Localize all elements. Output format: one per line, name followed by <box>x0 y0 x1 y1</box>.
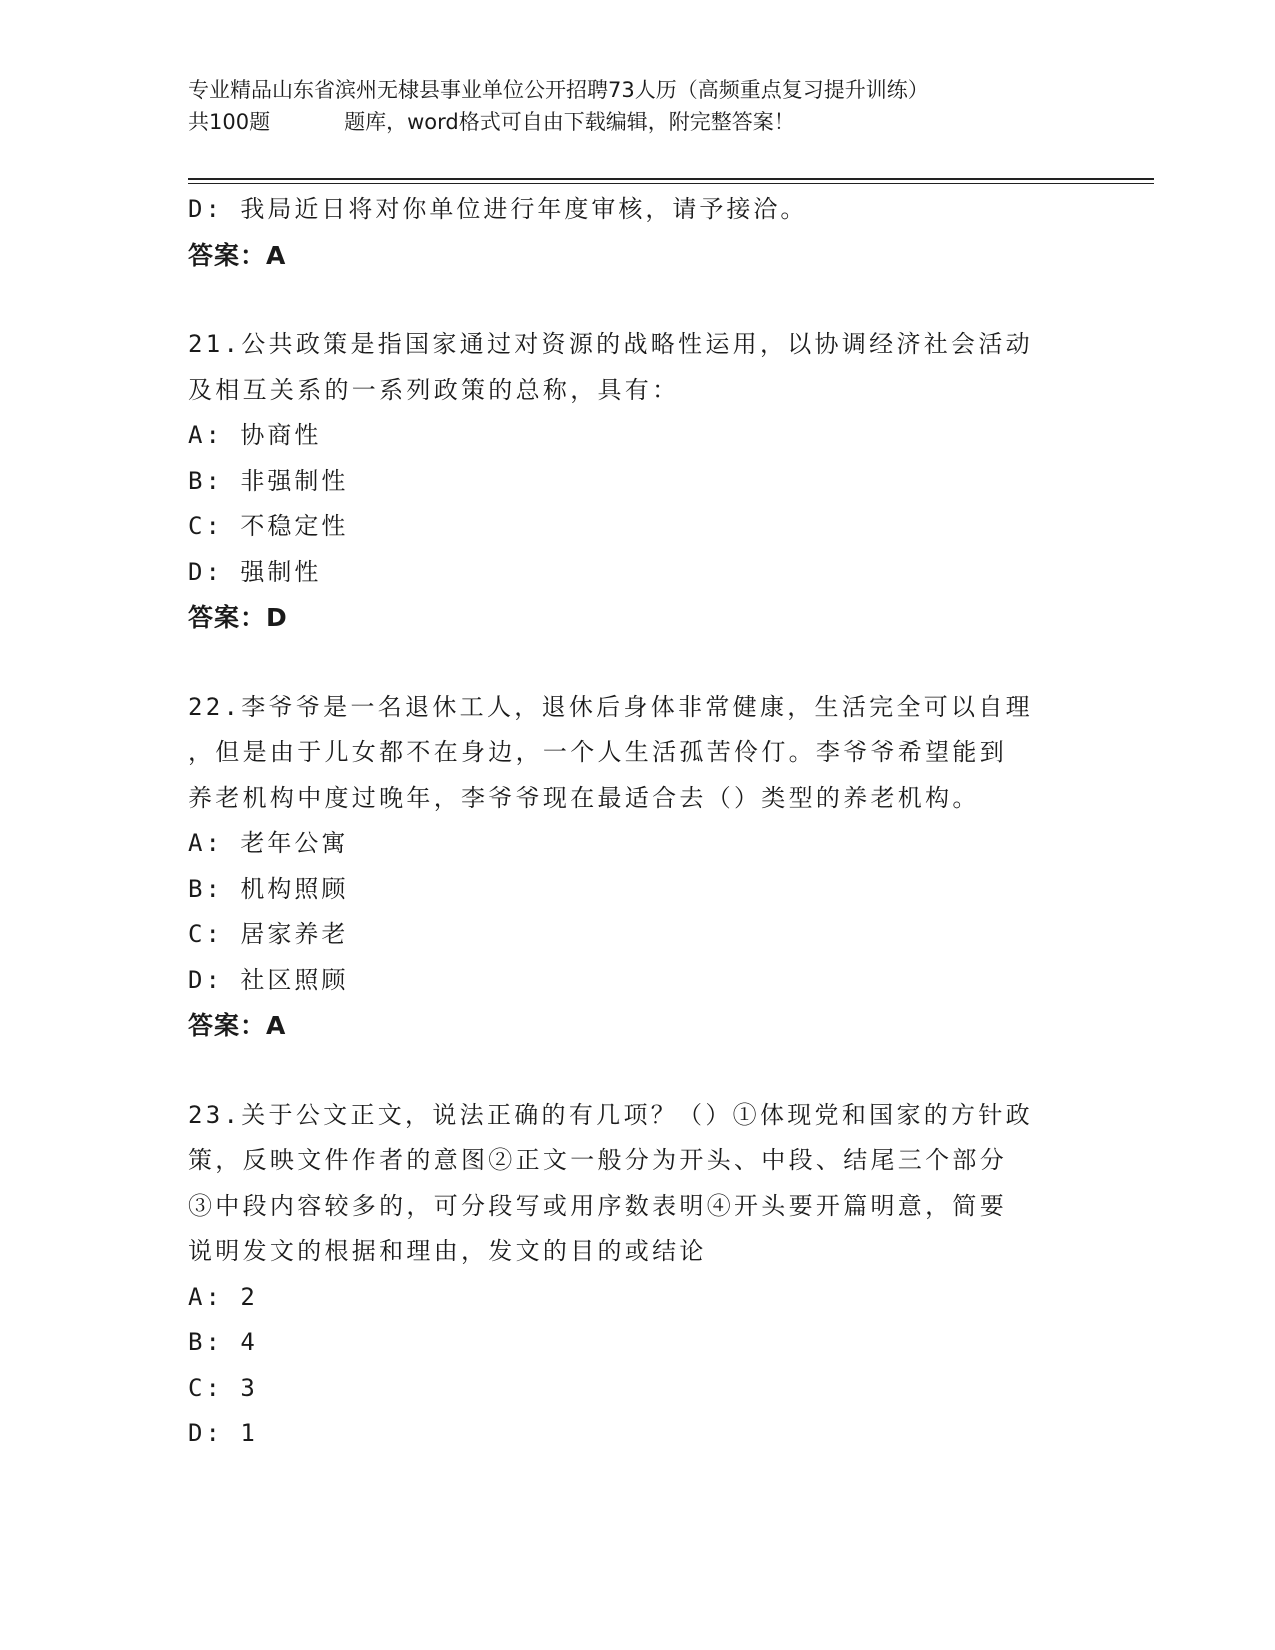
stem-line: 说明发文的根据和理由，发文的目的或结论 <box>188 1237 707 1265</box>
stem-line: 策，反映文件作者的意图②正文一般分为开头、中段、结尾三个部分 <box>188 1146 1007 1174</box>
option-d: D: 强制性 <box>188 557 322 586</box>
question-stem <box>188 1093 1088 1275</box>
header-description: 题库，word格式可自由下载编辑，附完整答案！ <box>344 110 795 134</box>
stem-line: 及相互关系的一系列政策的总称，具有： <box>188 375 680 404</box>
option-d: D: 社区照顾 <box>188 965 349 994</box>
answer-line: 答案：D <box>188 603 288 632</box>
stem-line: ③中段内容较多的，可分段写或用序数表明④开头要开篇明意，简要 <box>188 1191 1007 1220</box>
page-header <box>188 74 1108 138</box>
option-c: C: 3 <box>188 1373 258 1402</box>
option-c: C: 不稳定性 <box>188 512 349 540</box>
option-b: B: 4 <box>188 1328 258 1356</box>
option-a: A: 协商性 <box>188 421 322 449</box>
header-rule-thick <box>188 178 1154 180</box>
question-list <box>188 187 1088 1457</box>
stem-line: ，但是由于儿女都不在身边，一个人生活孤苦伶仃。李爷爷希望能到 <box>188 738 1007 766</box>
header-title-line-2 <box>188 106 1108 138</box>
option-a: A: 老年公寓 <box>188 829 349 857</box>
question-21 <box>188 322 1088 641</box>
header-question-count: 共100题 <box>188 110 271 134</box>
question-23 <box>188 1093 1088 1457</box>
stem-line: 22.李爷爷是一名退休工人，退休后身体非常健康，生活完全可以自理 <box>188 692 1033 721</box>
question-stem <box>188 322 1088 413</box>
carryover-block <box>188 187 1088 278</box>
option-d: D: 我局近日将对你单位进行年度审核，请予接洽。 <box>188 195 808 223</box>
header-title-line-1: 专业精品山东省滨州无棣县事业单位公开招聘73人历（高频重点复习提升训练） <box>188 78 929 102</box>
question-22 <box>188 685 1088 1049</box>
option-c: C: 居家养老 <box>188 920 349 948</box>
answer-line: 答案：A <box>188 240 287 270</box>
option-b: B: 非强制性 <box>188 466 349 495</box>
option-b: B: 机构照顾 <box>188 874 349 903</box>
option-a: A: 2 <box>188 1282 258 1311</box>
question-stem <box>188 685 1088 822</box>
stem-line: 23.关于公文正文，说法正确的有几项？（）①体现党和国家的方针政 <box>188 1100 1033 1129</box>
option-d: D: 1 <box>188 1419 258 1447</box>
stem-line: 养老机构中度过晚年，李爷爷现在最适合去（）类型的养老机构。 <box>188 783 980 812</box>
answer-line: 答案：A <box>188 1011 287 1040</box>
header-rule-thin <box>188 183 1154 184</box>
stem-line: 21.公共政策是指国家通过对资源的战略性运用，以协调经济社会活动 <box>188 330 1033 358</box>
